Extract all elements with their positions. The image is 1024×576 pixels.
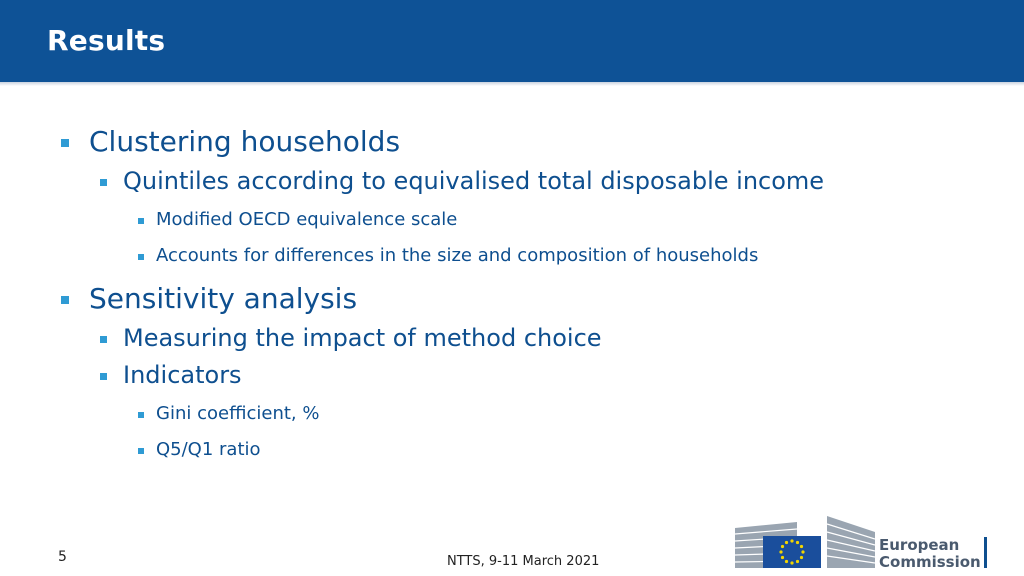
footer-event: NTTS, 9-11 March 2021 [447, 554, 600, 569]
bullet-level2 [123, 167, 824, 195]
bullet-text: Quintiles according to equivalised total disposable income [123, 167, 825, 195]
bullet-text: Clustering households [89, 125, 401, 158]
bullet-level1 [89, 125, 400, 158]
header-bar [0, 0, 1024, 82]
bullet-text: Indicators [123, 361, 242, 389]
bullet-text: Sensitivity analysis [89, 282, 358, 315]
square-bullet-icon [61, 296, 69, 304]
square-bullet-icon [138, 412, 144, 418]
bullet-level3 [156, 439, 261, 460]
berlaymont-building-icon [735, 514, 875, 570]
bullet-level3 [156, 403, 319, 424]
bullet-text: Modified OECD equivalence scale [156, 209, 458, 230]
bullet-text: Accounts for differences in the size and composition of households [156, 245, 759, 266]
eu-flag-icon [763, 536, 821, 568]
square-bullet-icon [100, 179, 107, 186]
bullet-text: Gini coefficient, % [156, 403, 320, 424]
bullet-level1 [89, 282, 357, 315]
logo-text-commission: Commission [879, 553, 981, 571]
square-bullet-icon [100, 373, 107, 380]
bullet-level2 [123, 361, 242, 389]
logo-text-european: European [879, 536, 960, 554]
square-bullet-icon [138, 218, 144, 224]
square-bullet-icon [138, 448, 144, 454]
bullet-level3 [156, 245, 758, 266]
square-bullet-icon [61, 139, 69, 147]
bullet-level3 [156, 209, 457, 230]
logo-divider [984, 537, 987, 568]
bullet-text: Measuring the impact of method choice [123, 324, 602, 352]
european-commission-logo [735, 514, 995, 570]
page-number: 5 [58, 549, 67, 565]
header-shadow [0, 82, 1024, 86]
bullet-text: Q5/Q1 ratio [156, 439, 261, 460]
slide-title: Results [47, 24, 166, 57]
square-bullet-icon [138, 254, 144, 260]
bullet-level2 [123, 324, 602, 352]
square-bullet-icon [100, 336, 107, 343]
